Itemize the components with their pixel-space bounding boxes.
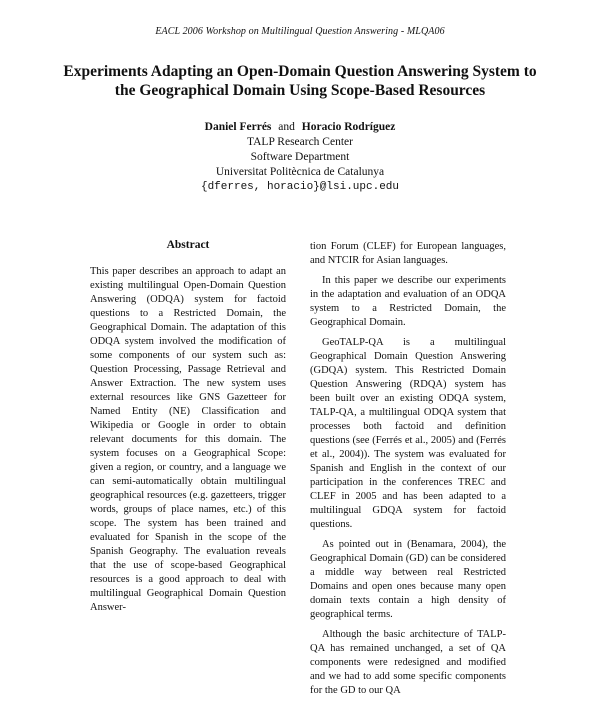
running-header: EACL 2006 Workshop on Multilingual Question Answering - MLQA06	[155, 26, 445, 37]
author-email: {dferres, horacio}@lsi.upc.edu	[200, 181, 400, 193]
author-2: Horacio Rodríguez	[301, 121, 396, 133]
author-1: Daniel Ferrés	[204, 121, 272, 133]
intro-paragraph-2: GeoTALP-QA is a multilingual Geographical Domain Question Answering (GDQA) system. This Restricted Domain Question Answering (RDQA) system has been built over an existing ODQA system, TALP-QA, a multilingual ODQA system that processes both factoid and definition questions (see (Ferrés et al., 2005) and (Ferrés et al., 2004)). The system was evaluated for Spanish and English in the context of our participation in the conferences TREC and CLEF in 2005 and has been adapted to a multilingual GDQA system for factoid questions.	[310, 337, 506, 530]
title-line-2: the Geographical Domain Using Scope-Based Resources	[114, 82, 486, 99]
right-column	[310, 240, 506, 704]
intro-paragraph-4: Although the basic architecture of TALP-QA has remained unchanged, a set of QA components were redesigned and modified and we had to add some specific components for the GD to our QA	[310, 629, 506, 696]
intro-paragraph-1: In this paper we describe our experiments in the adaptation and evaluation of an ODQA system to a Restricted Domain, the Geographical Domain.	[310, 275, 506, 328]
author-block	[0, 120, 600, 195]
abstract-text: This paper describes an approach to adapt an existing multilingual Open-Domain Question Answering (ODQA) system for factoid questions to a Restricted Domain, the Geographical Domain. The adaptation of this ODQA system involved the modification of some components of our system such as: Question Processing, Passage Retrieval and Answer Extraction. The new system uses external resources like GNS Gazetteer for Named Entity (NE) Classification and Wikipedia or Google in order to obtain relevant documents for this domain. The system focuses on a Geographical Scope: given a region, or country, and a language we can semi-automatically obtain multilingual geographical resources (e.g. gazetteers, trigger words, groups of place names, etc.) of this scope. The system has been trained and evaluated for Spanish in the scope of the Spanish Geography. The evaluation reveals that the use of scope-based Geographical resources is a good approach to deal with multilingual Geographical Domain Question Answer-	[90, 266, 286, 613]
paper-title	[40, 62, 560, 100]
author-conjunction: and	[278, 121, 295, 133]
affiliation-line-1: TALP Research Center	[247, 136, 353, 148]
intro-paragraph-3: As pointed out in (Benamara, 2004), the Geographical Domain (GD) can be considered a middle way between real Restricted Domains and open ones because many open domain texts contain a high density of geographical terms.	[310, 539, 506, 620]
author-names	[0, 120, 600, 135]
left-column	[90, 238, 286, 621]
affiliation-line-2: Software Department	[250, 151, 350, 163]
affiliation-line-3: Universitat Politècnica de Catalunya	[215, 166, 385, 178]
abstract-heading: Abstract	[166, 239, 210, 251]
title-line-1: Experiments Adapting an Open-Domain Question Answering System to	[63, 63, 537, 80]
intro-paragraph-0: tion Forum (CLEF) for European languages, and NTCIR for Asian languages.	[310, 241, 506, 266]
